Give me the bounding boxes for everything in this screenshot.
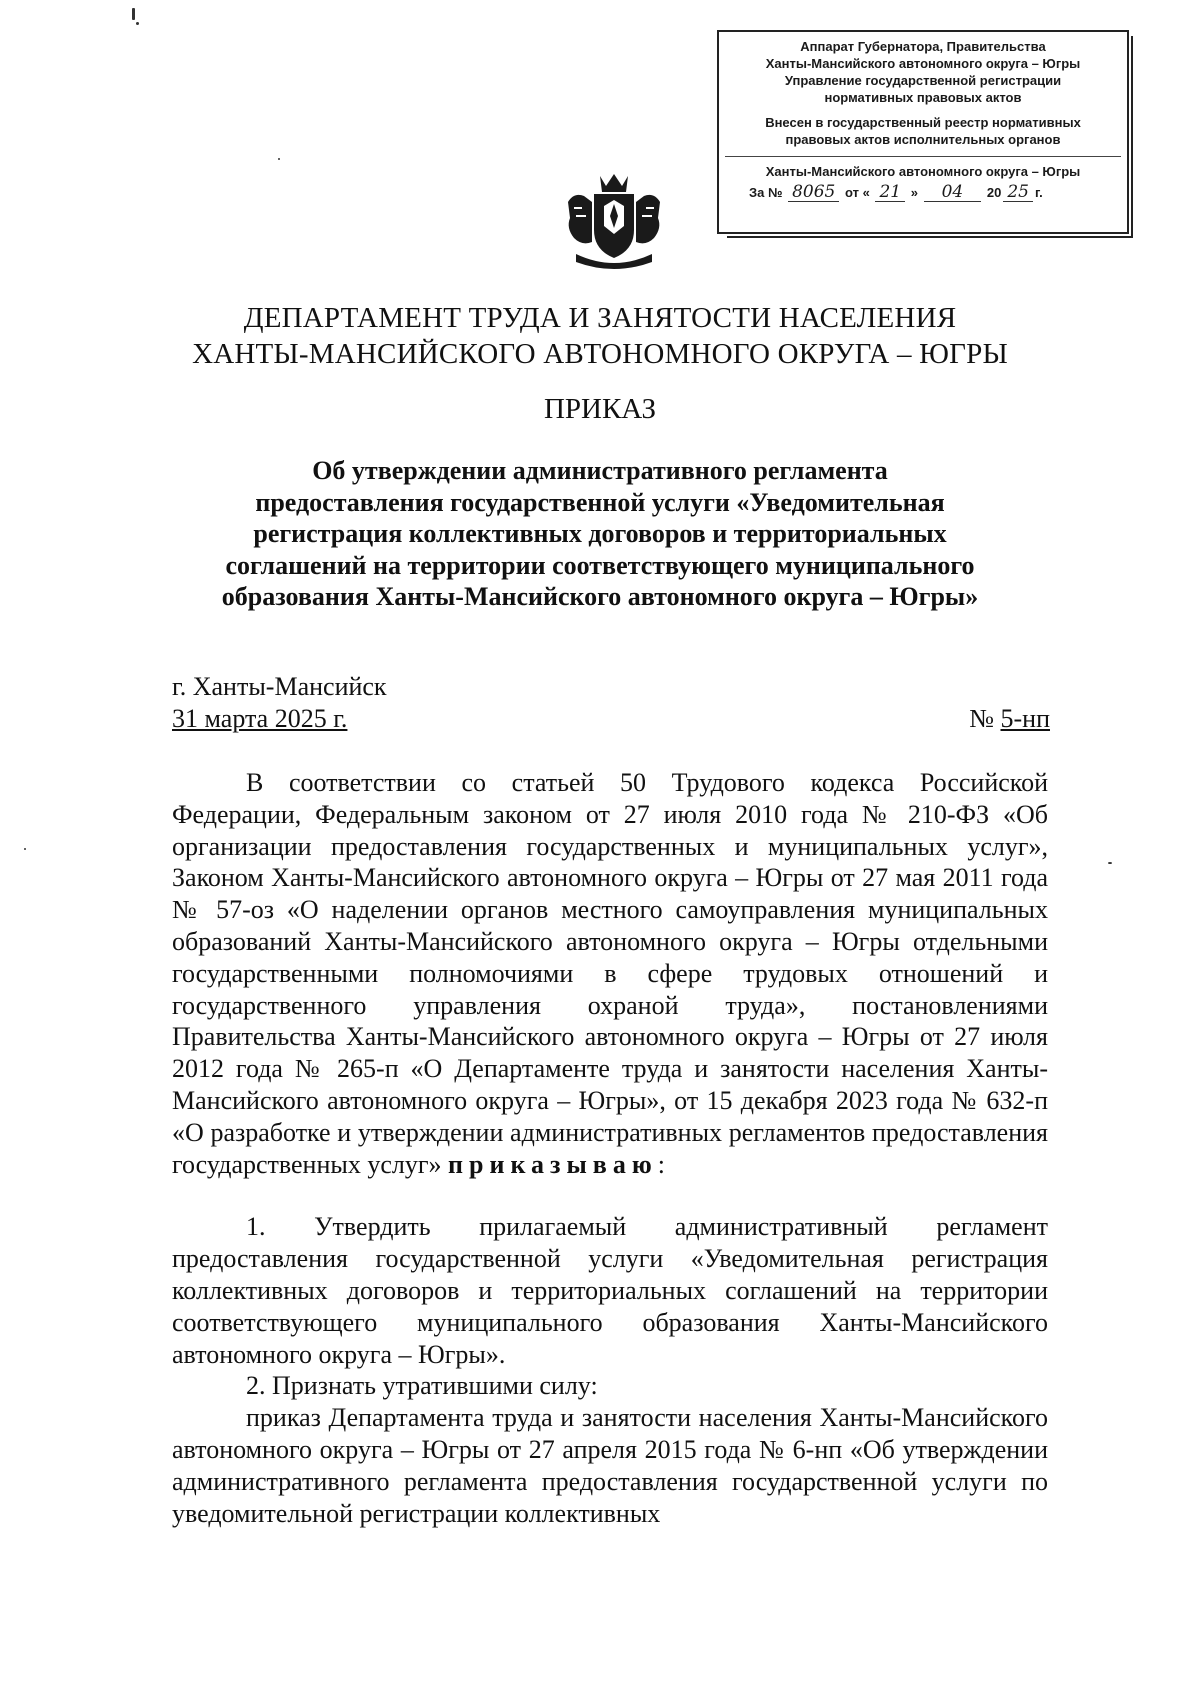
preamble-paragraph: [172, 767, 1048, 1180]
stamp-registry-block: [725, 114, 1121, 148]
document-number-value: 5-нп: [1000, 704, 1050, 733]
stamp-reg-mid: »: [910, 185, 918, 200]
stamp-reg-month: 04: [924, 184, 982, 202]
stamp-line: Аппарат Губернатора, Правительства: [800, 39, 1046, 54]
stamp-line: Ханты-Мансийского автономного округа – Югры: [765, 164, 1081, 179]
department-line: ДЕПАРТАМЕНТ ТРУДА И ЗАНЯТОСТИ НАСЕЛЕНИЯ: [243, 302, 957, 334]
document-date: 31 марта 2025 г.: [172, 704, 348, 733]
order-title: ПРИКАЗ: [543, 393, 657, 425]
stamp-reg-number: 8065: [788, 184, 839, 202]
stamp-line: правовых актов исполнительных органов: [785, 132, 1061, 147]
stamp-reg-day: 21: [875, 184, 905, 202]
document-place: г. Ханты-Мансийск: [172, 672, 387, 701]
decree-word: приказываю: [448, 1149, 658, 1179]
subject-line: образования Ханты-Мансийского автономного округа – Югры»: [221, 582, 979, 611]
subject-line: Об утверждении административного регламента: [312, 456, 888, 485]
scan-speck: [132, 8, 135, 20]
stamp-reg-year-prefix: 20: [986, 185, 1002, 200]
stamp-reg-year: 25: [1003, 184, 1033, 202]
stamp-authority-block: [725, 38, 1121, 106]
decree-colon: :: [657, 1149, 665, 1179]
stamp-line: Управление государственной регистрации: [784, 73, 1062, 88]
registration-stamp: [717, 30, 1129, 234]
scan-speck: [1108, 862, 1112, 864]
coat-of-arms-icon: [560, 172, 668, 272]
stamp-registration-line: [725, 184, 1121, 202]
item-1-paragraph: 1. Утвердить прилагаемый административный регламент предоставления государственной услуги «Уведомительная регистрация коллективных договоров и территориальных соглашений на территории соответствующего муниципального образования Ханты-Мансийского автономного округа – Югры».: [172, 1212, 1048, 1369]
stamp-line: нормативных правовых актов: [824, 90, 1022, 105]
scan-speck: [136, 22, 139, 25]
item-2-text-paragraph: приказ Департамента труда и занятости населения Ханты-Мансийского автономного округа – Югры от 27 апреля 2015 года № 6-нп «Об утверждении административного регламента предоставления государственной услуги по уведомительной регистрации коллективных: [172, 1403, 1048, 1528]
scan-speck: [24, 848, 26, 850]
stamp-reg-suffix: г.: [1034, 185, 1043, 200]
stamp-line: Ханты-Мансийского автономного округа – Югры: [765, 56, 1081, 71]
scan-speck: [278, 158, 280, 160]
stamp-divider: [725, 156, 1121, 157]
department-line: ХАНТЫ-МАНСИЙСКОГО АВТОНОМНОГО ОКРУГА – ЮГРЫ: [192, 338, 1008, 370]
stamp-reg-prefix: За №: [749, 185, 783, 200]
order-subject: [0, 455, 1200, 613]
subject-line: соглашений на территории соответствующего муниципального: [225, 550, 975, 580]
department-name: [0, 300, 1200, 372]
subject-line: регистрация коллективных договоров и территориальных: [253, 519, 947, 548]
subject-line: предоставления государственной услуги «Уведомительная: [255, 487, 945, 517]
stamp-line: Внесен в государственный реестр нормативных: [765, 115, 1081, 130]
document-number: [969, 704, 1050, 734]
stamp-reg-from: от «: [845, 185, 870, 200]
item-2-paragraph: 2. Признать утратившими силу:: [246, 1371, 598, 1401]
document-body: [172, 767, 1048, 1529]
document-number-prefix: №: [969, 704, 1001, 733]
preamble-text: В соответствии со статьей 50 Трудового кодекса Российской Федерации, Федеральным законом от 27 июля 2010 года № 210-ФЗ «Об организации предоставления государственных и муниципальных услуг», Законом Ханты-Мансийского автономного округа – Югры от 27 мая 2011 года № 57-оз «О наделении органов местного самоуправления муниципальных образований Ханты-Мансийского автономного округа – Югры отдельными государственными полномочиями в сфере трудовых отношений и государственного управления охраной труда», постановлениями Правительства Ханты-Мансийского автономного округа – Югры от 27 июля 2012 года № 265-п «О Департаменте труда и занятости населения Ханты-Мансийского автономного округа – Югры», от 15 декабря 2023 года № 632-п «О разработке и утверждении административных регламентов предоставления государственных услуг»: [172, 768, 1048, 1179]
